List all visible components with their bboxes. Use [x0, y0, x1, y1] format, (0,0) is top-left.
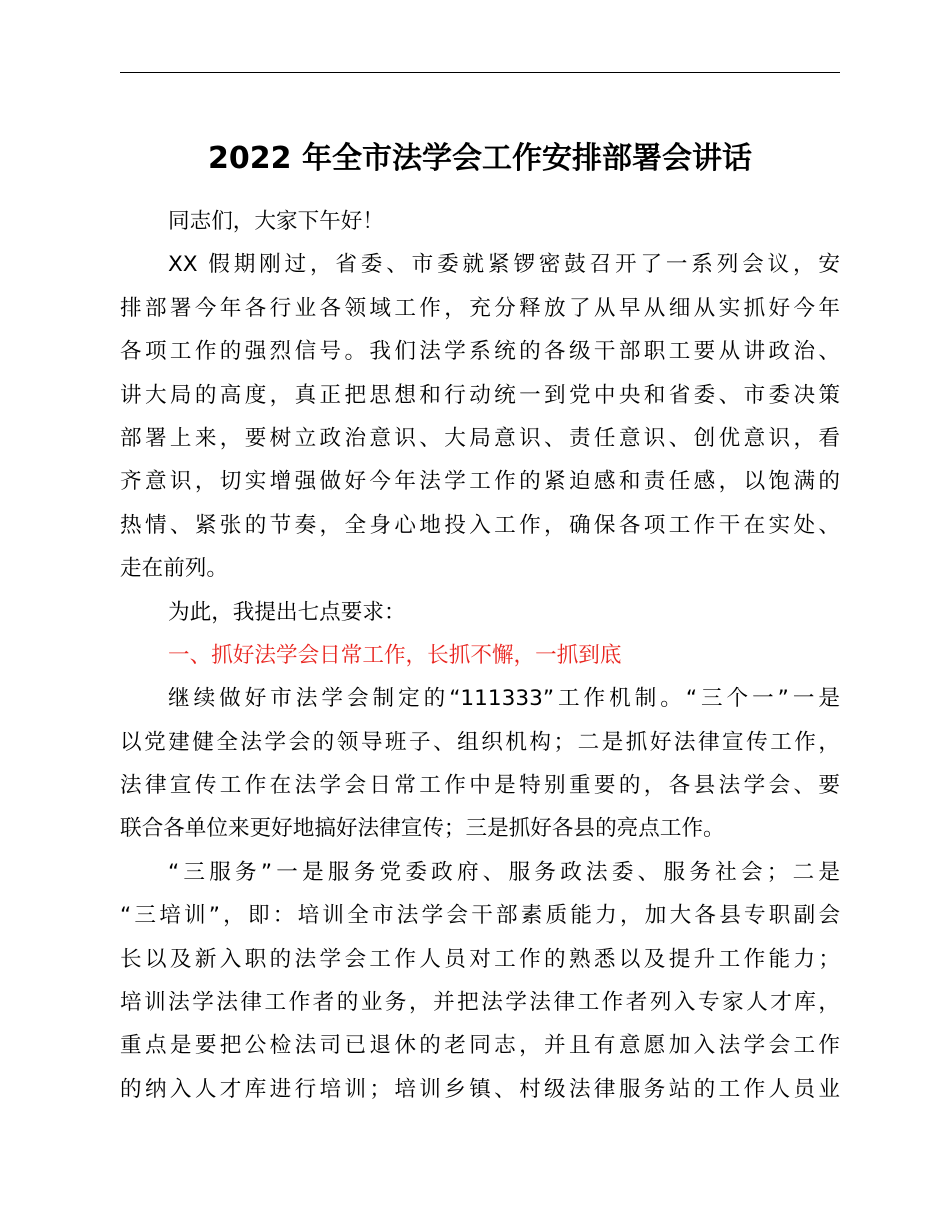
- text-line: 联合各单位来更好地搞好法律宣传；三是抓好各县的亮点工作。: [120, 816, 725, 842]
- text-line: XX 假期刚过，省委、市委就紧锣密鼓召开了一系列会议，安: [168, 252, 840, 278]
- text-line: 的纳入人才库进行培训；培训乡镇、村级法律服务站的工作人员业: [120, 1076, 840, 1102]
- text-line: 讲大局的高度，真正把思想和行动统一到党中央和省委、市委决策: [120, 382, 840, 408]
- text-line: 培训法学法律工作者的业务，并把法学法律工作者列入专家人才库，: [120, 990, 840, 1016]
- text-line: 走在前列。: [120, 556, 228, 582]
- text-line: 热情、紧张的节奏，全身心地投入工作，确保各项工作干在实处、: [120, 512, 840, 538]
- text-line: 以党建健全法学会的领导班子、组织机构；二是抓好法律宣传工作，: [120, 729, 840, 755]
- text-line: 部署上来，要树立政治意识、大局意识、责任意识、创优意识，看: [120, 425, 840, 451]
- text-line: 法律宣传工作在法学会日常工作中是特别重要的，各县法学会、要: [120, 773, 840, 799]
- text-line-greeting: 同志们，大家下午好！: [168, 209, 384, 234]
- text-line: “三培训”，即：培训全市法学会干部素质能力，加大各县专职副会: [120, 903, 840, 929]
- text-line: “三服务”一是服务党委政府、服务政法委、服务社会；二是: [168, 859, 840, 885]
- text-line: 继续做好市法学会制定的“111333”工作机制。“三个一”一是: [168, 686, 840, 712]
- text-line: 各项工作的强烈信号。我们法学系统的各级干部职工要从讲政治、: [120, 339, 840, 365]
- header-rule: [120, 72, 840, 73]
- text-line: 长以及新入职的法学会工作人员对工作的熟悉以及提升工作能力；: [120, 946, 840, 972]
- text-line: 为此，我提出七点要求：: [168, 599, 406, 625]
- text-line: 齐意识，切实增强做好今年法学工作的紧迫感和责任感，以饱满的: [120, 469, 840, 495]
- section-heading: 一、抓好法学会日常工作，长抓不懈，一抓到底: [168, 642, 622, 668]
- text-line: 排部署今年各行业各领域工作，充分释放了从早从细从实抓好今年: [120, 295, 840, 321]
- text-line: 重点是要把公检法司已退休的老同志，并且有意愿加入法学会工作: [120, 1033, 840, 1059]
- document-title: 2022 年全市法学会工作安排部署会讲话: [208, 141, 752, 176]
- document-body: [120, 200, 840, 1111]
